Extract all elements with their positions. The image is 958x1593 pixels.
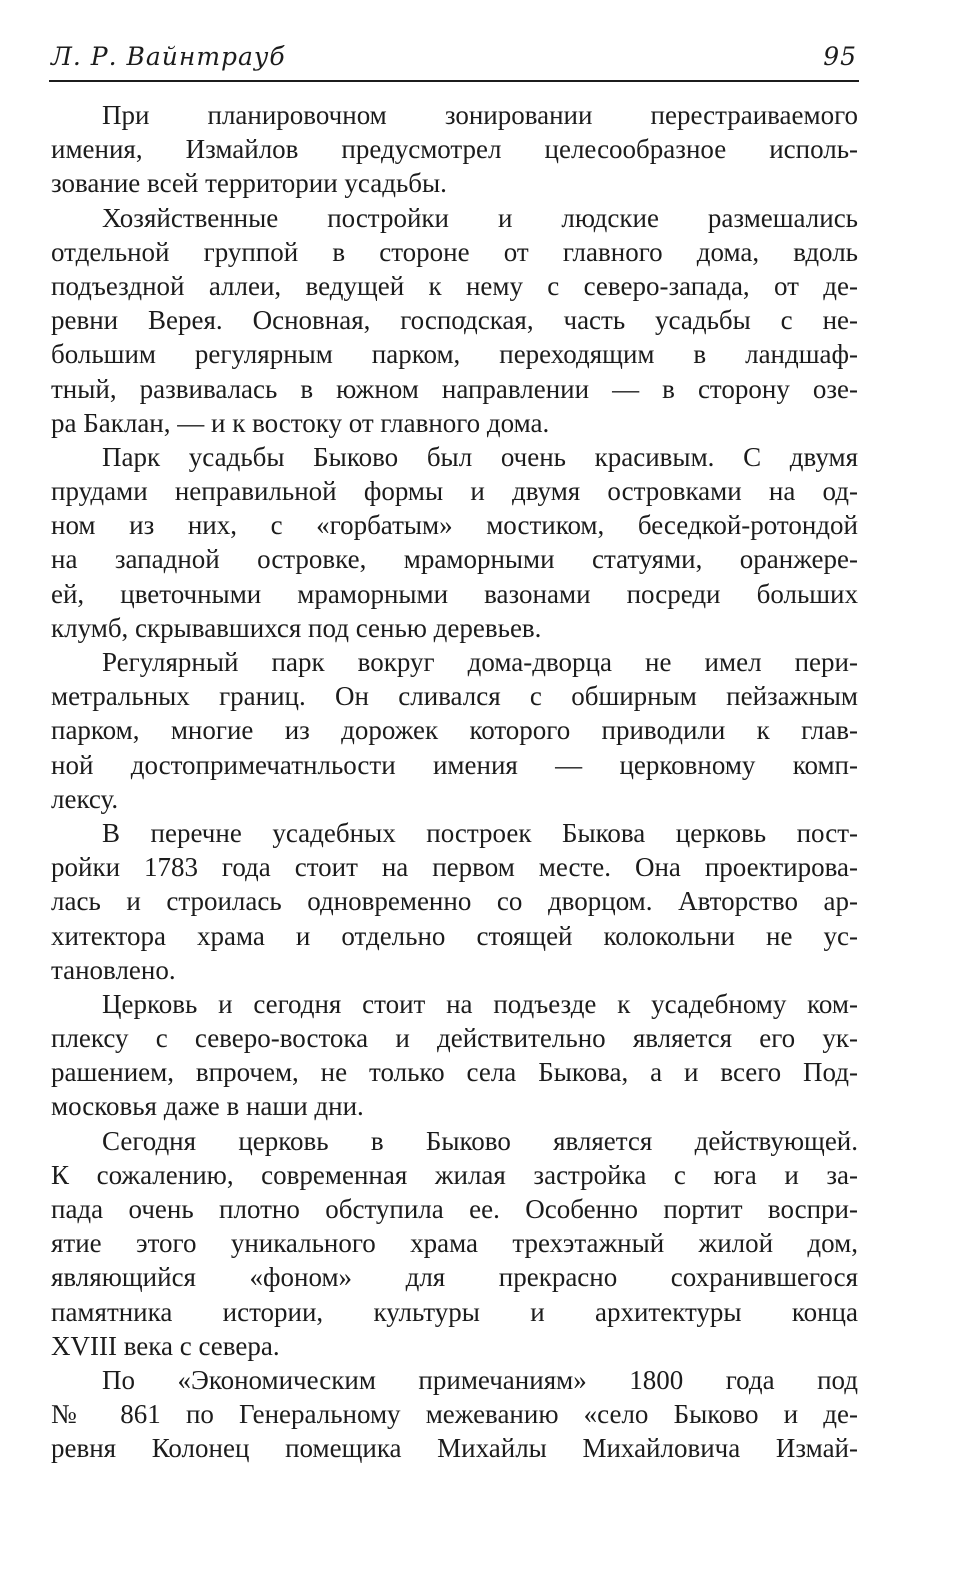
text-line: лексу.: [51, 783, 119, 814]
text-line: метральных границ. Он сливался с обширным пейзажным: [51, 681, 858, 712]
text-line: отдельной группой в стороне от главного дома, вдоль: [51, 236, 858, 267]
text-line: ной достопримечатнльости имения — церковному комп-: [51, 749, 858, 780]
text-line: большим регулярным парком, переходящим в ландшаф-: [51, 339, 858, 370]
text-line: Сегодня церковь в Быково является действующей.: [102, 1125, 858, 1156]
running-head-author: Л. Р. Вайнтрауб: [51, 42, 286, 71]
text-line: Церковь и сегодня стоит на подъезде к усадебному ком-: [102, 988, 858, 1019]
text-line: пада очень плотно обступила ее. Особенно портит воспри-: [51, 1194, 858, 1224]
text-line: ятие этого уникального храма трехэтажный жилой дом,: [51, 1228, 858, 1259]
text-line: лась и строилась одновременно со дворцом. Авторство ар-: [51, 886, 858, 917]
text-line: парком, многие из дорожек которого приводили к глав-: [51, 715, 858, 746]
text-line: прудами неправильной формы и двумя островками на од-: [51, 476, 858, 507]
text-line: имения, Измайлов предусмотрел целесообразное исполь-: [51, 134, 858, 165]
text-line: московья даже в наши дни.: [51, 1091, 364, 1122]
page-header: [49, 40, 859, 82]
text-line: К сожалению, современная жилая застройка с юга и за-: [51, 1159, 858, 1190]
text-line: тановлено.: [51, 954, 176, 985]
text-line: Хозяйственные постройки и людские размешались: [102, 202, 858, 233]
text-line: Парк усадьбы Быково был очень красивым. С двумя: [102, 441, 858, 472]
text-line: ройки 1783 года стоит на первом месте. Она проектирова-: [51, 852, 858, 883]
text-line: ревня Колонец помещика Михайлы Михайловича Измай-: [51, 1433, 858, 1464]
text-line: При планировочном зонировании перестраиваемого: [102, 100, 858, 130]
text-line: хитектора храма и отдельно стоящей колокольни не ус-: [51, 920, 858, 951]
body-text: [51, 98, 858, 1466]
text-line: № 861 по Генеральному межеванию «село Быково и де-: [51, 1399, 858, 1430]
text-line: В перечне усадебных построек Быкова церковь пост-: [102, 817, 858, 848]
text-line: клумб, скрывавшихся под сенью деревьев.: [51, 612, 542, 643]
text-line: подъездной аллеи, ведущей к нему с северо-запада, от де-: [51, 270, 858, 301]
text-line: Регулярный парк вокруг дома-дворца не имел пери-: [102, 647, 858, 677]
page-number: 95: [823, 42, 857, 71]
text-line: являющийся «фоном» для прекрасно сохранившегося: [51, 1262, 858, 1293]
text-line: XVIII века с севера.: [51, 1330, 280, 1361]
text-line: плексу с северо-востока и действительно является его ук-: [51, 1023, 858, 1054]
text-line: ей, цветочными мраморными вазонами посреди больших: [51, 578, 858, 609]
text-line: рашением, впрочем, не только села Быкова, а и всего Под-: [51, 1057, 858, 1088]
text-line: По «Экономическим примечаниям» 1800 года под: [102, 1364, 858, 1395]
text-line: на западной островке, мраморными статуями, оранжере-: [51, 544, 858, 575]
text-line: памятника истории, культуры и архитектуры конца: [51, 1296, 858, 1327]
text-line: ревни Верея. Основная, господская, часть усадьбы с не-: [51, 305, 858, 336]
text-line: ра Баклан, — и к востоку от главного дома.: [51, 407, 550, 438]
text-line: ном из них, с «горбатым» мостиком, беседкой-ротондой: [51, 510, 858, 541]
text-line: тный, развивалась в южном направлении — в сторону озе-: [51, 373, 858, 404]
text-line: зование всей территории усадьбы.: [51, 168, 447, 199]
